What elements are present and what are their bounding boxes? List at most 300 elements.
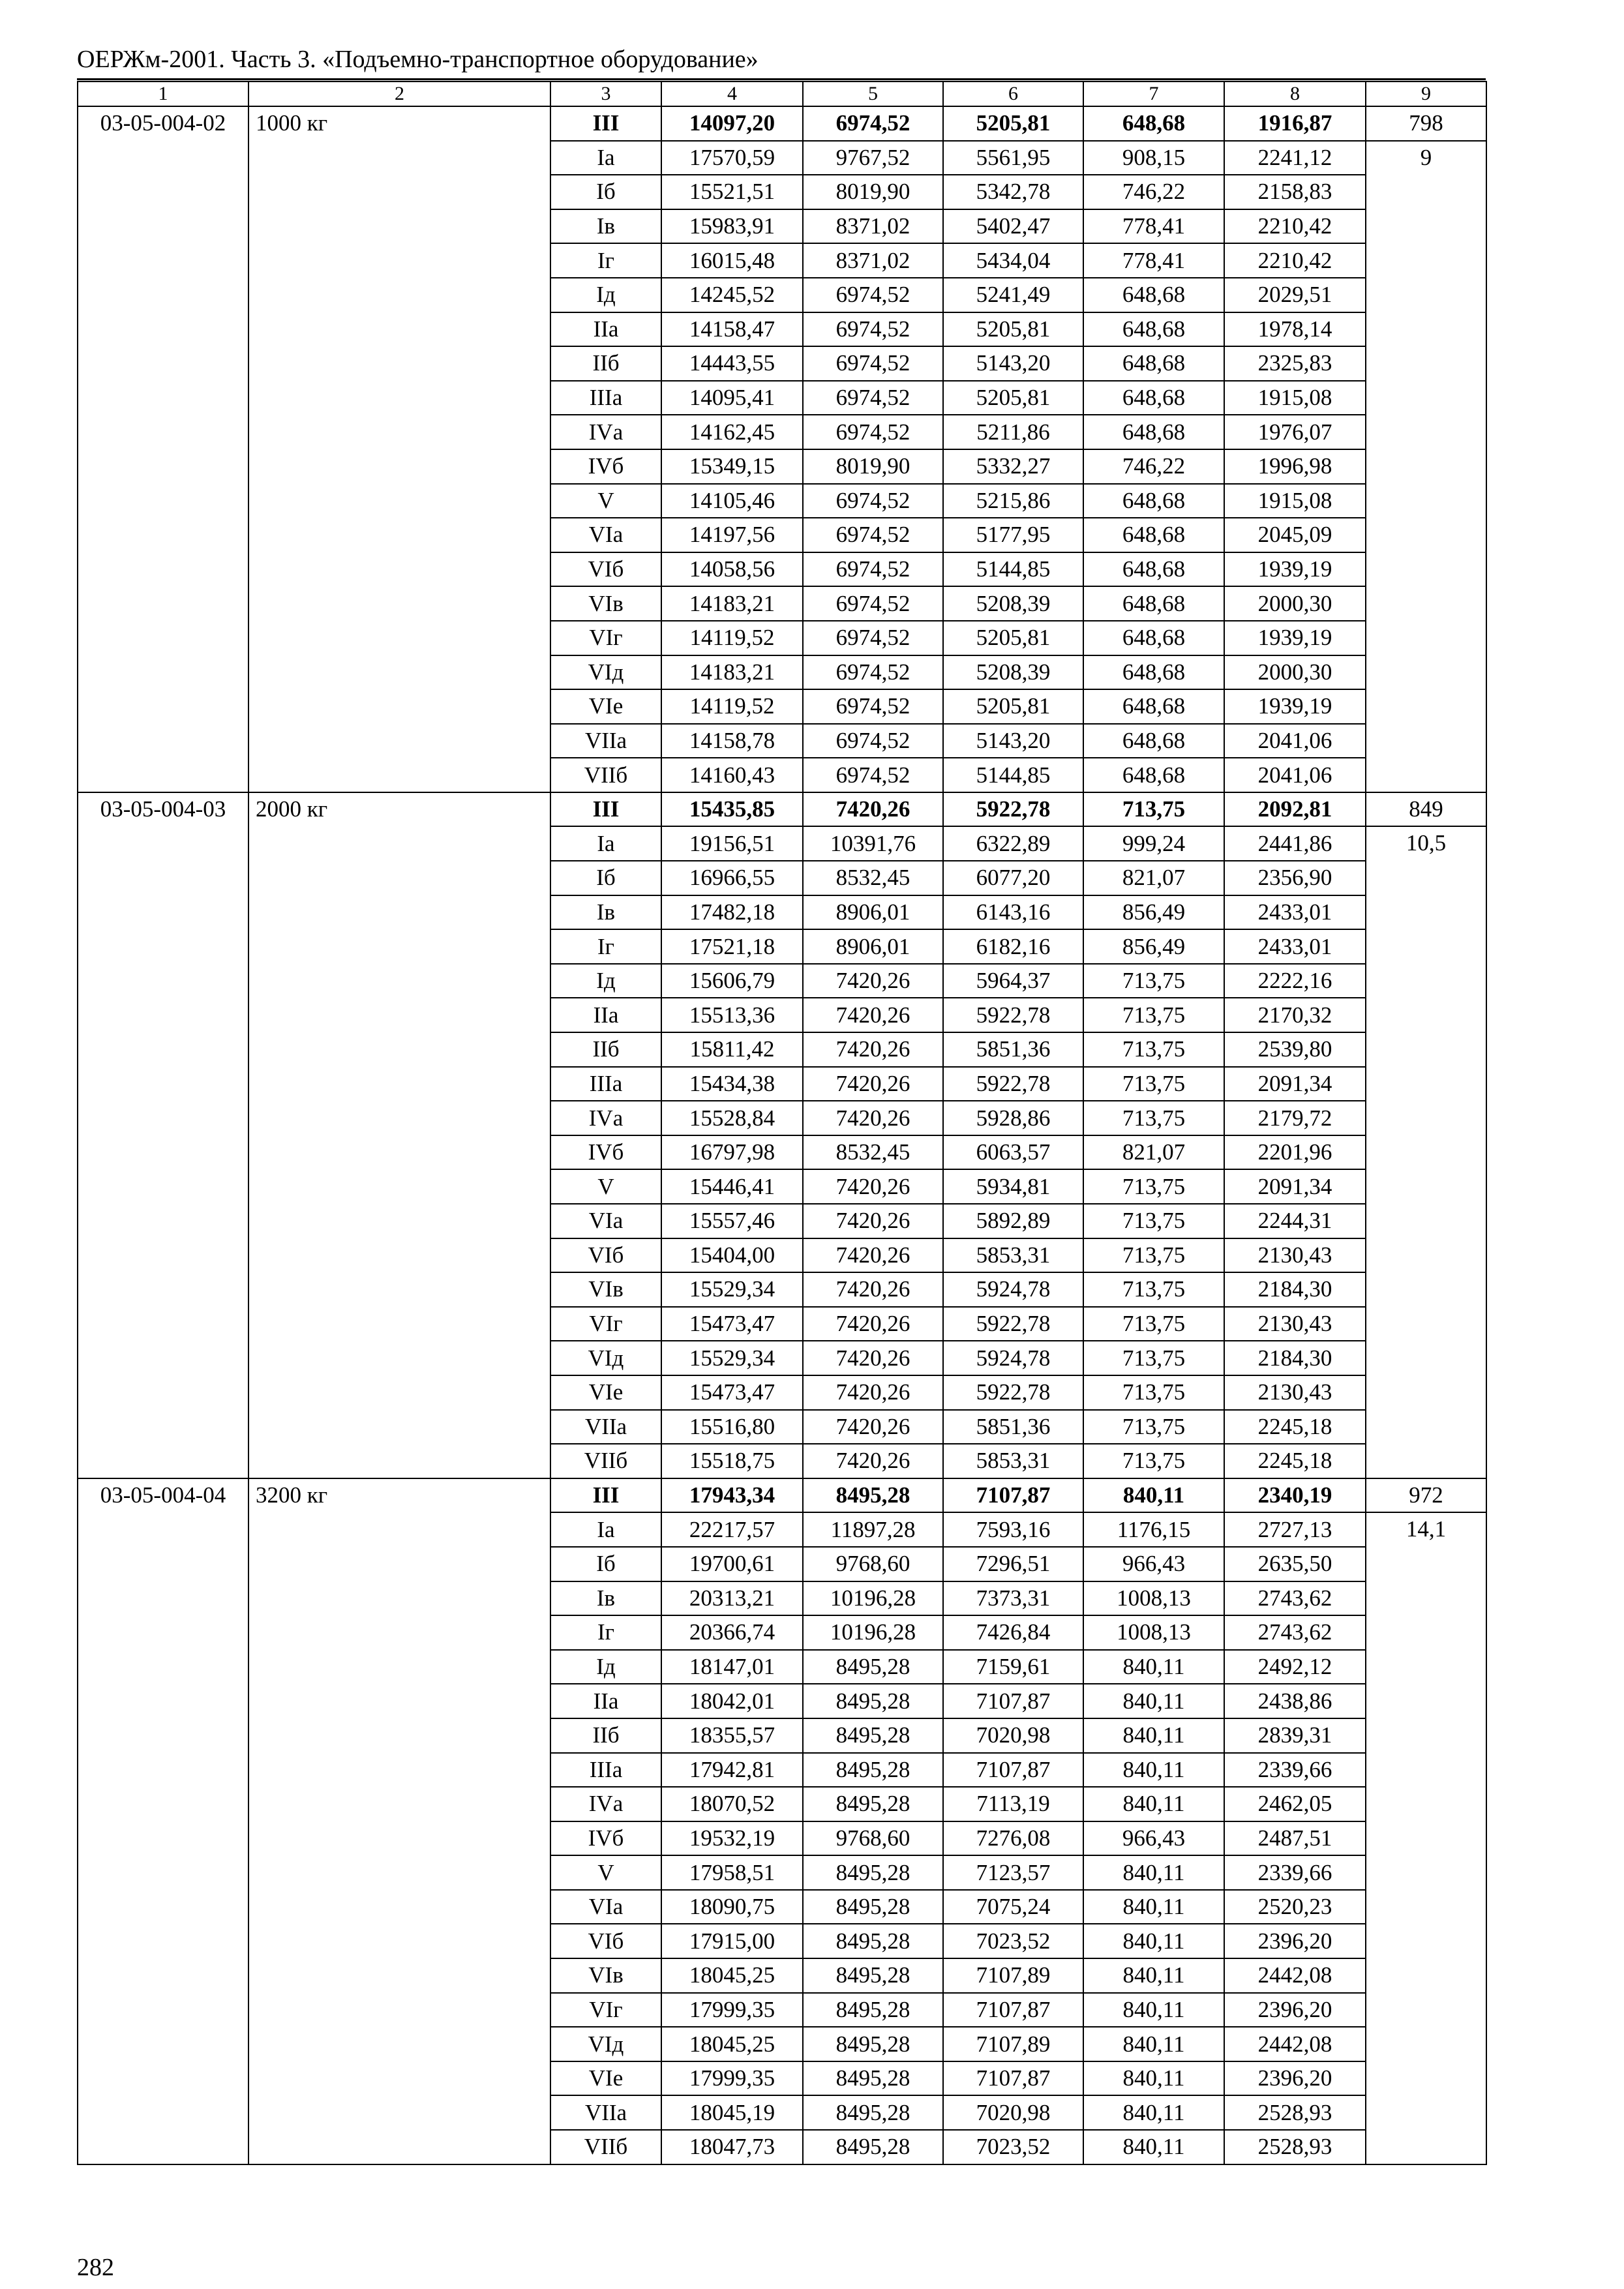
- value-cell: 18047,73: [661, 2130, 803, 2164]
- resource-code: 03-05-004-02: [78, 106, 248, 792]
- value-cell: 648,68: [1083, 484, 1224, 518]
- value-cell: 15435,85: [661, 792, 803, 827]
- value-cell: 2092,81: [1224, 792, 1366, 827]
- value-cell: 6322,89: [943, 826, 1083, 861]
- zone-cell: VIв: [550, 1272, 661, 1307]
- zone-cell: VIа: [550, 1890, 661, 1924]
- value-cell: 2727,13: [1224, 1512, 1366, 1547]
- value-cell: 648,68: [1083, 586, 1224, 621]
- value-cell: 5143,20: [943, 346, 1083, 381]
- value-cell: 22217,57: [661, 1512, 803, 1547]
- zone-cell: III: [550, 1478, 661, 1513]
- value-cell: 5434,04: [943, 243, 1083, 278]
- value-cell: 856,49: [1083, 895, 1224, 930]
- value-cell: 7107,87: [943, 2061, 1083, 2096]
- value-cell: 2743,62: [1224, 1581, 1366, 1616]
- column-number: 2: [248, 82, 550, 106]
- value-cell: 7107,87: [943, 1753, 1083, 1788]
- value-cell: 5402,47: [943, 209, 1083, 244]
- value-cell: 8495,28: [803, 1958, 943, 1993]
- table-row: [78, 792, 1486, 827]
- value-cell: 7023,52: [943, 2130, 1083, 2164]
- zone-cell: VIIб: [550, 1444, 661, 1478]
- value-cell: 7107,89: [943, 2027, 1083, 2061]
- value-cell: 6974,52: [803, 724, 943, 758]
- value-cell: 7020,98: [943, 2095, 1083, 2130]
- column-number: 6: [943, 82, 1083, 106]
- value-cell: 2184,30: [1224, 1341, 1366, 1375]
- value-cell: 11897,28: [803, 1512, 943, 1547]
- value-cell: 7420,26: [803, 1272, 943, 1307]
- value-cell: 14119,52: [661, 621, 803, 655]
- value-cell: 2396,20: [1224, 1993, 1366, 2027]
- value-cell: 5144,85: [943, 758, 1083, 792]
- value-cell: 713,75: [1083, 998, 1224, 1032]
- value-cell: 5342,78: [943, 175, 1083, 209]
- value-cell: 2528,93: [1224, 2130, 1366, 2164]
- value-cell: 821,07: [1083, 1135, 1224, 1170]
- zone-cell: Iг: [550, 1615, 661, 1650]
- value-cell: 17482,18: [661, 895, 803, 930]
- value-cell: 2179,72: [1224, 1101, 1366, 1135]
- value-cell: 17943,34: [661, 1478, 803, 1513]
- value-cell: 778,41: [1083, 209, 1224, 244]
- value-cell: 2245,18: [1224, 1410, 1366, 1444]
- value-cell: 17915,00: [661, 1924, 803, 1958]
- value-cell: 17942,81: [661, 1753, 803, 1788]
- value-cell: 5924,78: [943, 1341, 1083, 1375]
- value-cell: 7426,84: [943, 1615, 1083, 1650]
- value-cell: 840,11: [1083, 1650, 1224, 1684]
- column-number: 1: [78, 82, 248, 106]
- zone-cell: Iд: [550, 1650, 661, 1684]
- zone-cell: VIб: [550, 552, 661, 587]
- zone-cell: VIIа: [550, 2095, 661, 2130]
- value-cell: 5853,31: [943, 1238, 1083, 1273]
- value-cell: 713,75: [1083, 1238, 1224, 1273]
- zone-cell: IVа: [550, 1101, 661, 1135]
- value-cell: 18045,25: [661, 1958, 803, 1993]
- value-cell: 7420,26: [803, 964, 943, 998]
- zone-cell: Iд: [550, 278, 661, 312]
- value-cell: 713,75: [1083, 1101, 1224, 1135]
- value-cell: 1008,13: [1083, 1581, 1224, 1616]
- value-cell: 15518,75: [661, 1444, 803, 1478]
- zone-cell: VIа: [550, 518, 661, 552]
- value-cell: 5851,36: [943, 1032, 1083, 1067]
- value-cell: 5205,81: [943, 106, 1083, 141]
- value-cell: 6143,16: [943, 895, 1083, 930]
- value-cell: 840,11: [1083, 1993, 1224, 2027]
- value-cell: 7420,26: [803, 1307, 943, 1341]
- value-cell: 7020,98: [943, 1718, 1083, 1753]
- value-cell: 2029,51: [1224, 278, 1366, 312]
- value-cell: 15529,34: [661, 1272, 803, 1307]
- value-cell: 1176,15: [1083, 1512, 1224, 1547]
- value-cell: 2442,08: [1224, 1958, 1366, 1993]
- labor-cost-cell: 849: [1366, 792, 1486, 827]
- zone-cell: VIб: [550, 1924, 661, 1958]
- value-cell: 840,11: [1083, 1684, 1224, 1718]
- zone-cell: III: [550, 106, 661, 141]
- zone-cell: IIIа: [550, 381, 661, 415]
- value-cell: 840,11: [1083, 1855, 1224, 1890]
- value-cell: 17999,35: [661, 2061, 803, 2096]
- value-cell: 14183,21: [661, 655, 803, 690]
- value-cell: 8495,28: [803, 1478, 943, 1513]
- value-cell: 1978,14: [1224, 312, 1366, 347]
- value-cell: 5332,27: [943, 449, 1083, 484]
- value-cell: 648,68: [1083, 758, 1224, 792]
- value-cell: 15516,80: [661, 1410, 803, 1444]
- value-cell: 5928,86: [943, 1101, 1083, 1135]
- zone-cell: IIIа: [550, 1753, 661, 1788]
- value-cell: 1939,19: [1224, 621, 1366, 655]
- value-cell: 2210,42: [1224, 243, 1366, 278]
- value-cell: 7373,31: [943, 1581, 1083, 1616]
- value-cell: 648,68: [1083, 689, 1224, 724]
- value-cell: 2635,50: [1224, 1547, 1366, 1581]
- value-cell: 2130,43: [1224, 1238, 1366, 1273]
- value-cell: 8495,28: [803, 1993, 943, 2027]
- value-cell: 840,11: [1083, 1478, 1224, 1513]
- value-cell: 2325,83: [1224, 346, 1366, 381]
- value-cell: 7420,26: [803, 1204, 943, 1238]
- value-cell: 648,68: [1083, 621, 1224, 655]
- zone-cell: Iв: [550, 895, 661, 930]
- value-cell: 5144,85: [943, 552, 1083, 587]
- value-cell: 2130,43: [1224, 1375, 1366, 1410]
- zone-cell: IVб: [550, 449, 661, 484]
- value-cell: 8495,28: [803, 1718, 943, 1753]
- value-cell: 5561,95: [943, 141, 1083, 175]
- zone-cell: IVа: [550, 1787, 661, 1821]
- zone-cell: III: [550, 792, 661, 827]
- value-cell: 5208,39: [943, 655, 1083, 690]
- value-cell: 15513,36: [661, 998, 803, 1032]
- zone-cell: IIб: [550, 1032, 661, 1067]
- value-cell: 840,11: [1083, 1718, 1224, 1753]
- value-cell: 8906,01: [803, 929, 943, 964]
- value-cell: 14158,78: [661, 724, 803, 758]
- value-cell: 7159,61: [943, 1650, 1083, 1684]
- value-cell: 14443,55: [661, 346, 803, 381]
- resource-name: 1000 кг: [248, 106, 550, 792]
- value-cell: 15404,00: [661, 1238, 803, 1273]
- zone-cell: VIв: [550, 586, 661, 621]
- value-cell: 14197,56: [661, 518, 803, 552]
- resource-code: 03-05-004-03: [78, 792, 248, 1478]
- value-cell: 8532,45: [803, 861, 943, 895]
- page-number: 282: [77, 2254, 114, 2281]
- value-cell: 999,24: [1083, 826, 1224, 861]
- value-cell: 7420,26: [803, 1341, 943, 1375]
- zone-cell: VIе: [550, 689, 661, 724]
- value-cell: 840,11: [1083, 1924, 1224, 1958]
- value-cell: 2462,05: [1224, 1787, 1366, 1821]
- value-cell: 648,68: [1083, 552, 1224, 587]
- value-cell: 821,07: [1083, 861, 1224, 895]
- zone-cell: VIд: [550, 1341, 661, 1375]
- value-cell: 14119,52: [661, 689, 803, 724]
- value-cell: 7276,08: [943, 1821, 1083, 1856]
- value-cell: 713,75: [1083, 1410, 1224, 1444]
- value-cell: 6974,52: [803, 586, 943, 621]
- value-cell: 6974,52: [803, 415, 943, 449]
- value-cell: 648,68: [1083, 518, 1224, 552]
- value-cell: 5853,31: [943, 1444, 1083, 1478]
- zone-cell: VIе: [550, 1375, 661, 1410]
- value-cell: 6974,52: [803, 312, 943, 347]
- value-cell: 713,75: [1083, 1341, 1224, 1375]
- value-cell: 6182,16: [943, 929, 1083, 964]
- value-cell: 14097,20: [661, 106, 803, 141]
- value-cell: 5215,86: [943, 484, 1083, 518]
- value-cell: 5205,81: [943, 381, 1083, 415]
- zone-cell: IIа: [550, 1684, 661, 1718]
- value-cell: 18147,01: [661, 1650, 803, 1684]
- value-cell: 6974,52: [803, 381, 943, 415]
- value-cell: 18042,01: [661, 1684, 803, 1718]
- value-cell: 8495,28: [803, 1684, 943, 1718]
- value-cell: 7075,24: [943, 1890, 1083, 1924]
- value-cell: 2520,23: [1224, 1890, 1366, 1924]
- value-cell: 1915,08: [1224, 381, 1366, 415]
- value-cell: 15434,38: [661, 1067, 803, 1101]
- value-cell: 7107,89: [943, 1958, 1083, 1993]
- value-cell: 16015,48: [661, 243, 803, 278]
- value-cell: 713,75: [1083, 1444, 1224, 1478]
- value-cell: 17570,59: [661, 141, 803, 175]
- value-cell: 15473,47: [661, 1375, 803, 1410]
- value-cell: 840,11: [1083, 2061, 1224, 2096]
- zone-cell: VIIб: [550, 758, 661, 792]
- zone-cell: IVб: [550, 1135, 661, 1170]
- value-cell: 746,22: [1083, 175, 1224, 209]
- zone-cell: Iб: [550, 861, 661, 895]
- value-cell: 20366,74: [661, 1615, 803, 1650]
- value-cell: 5922,78: [943, 998, 1083, 1032]
- resource-name: 2000 кг: [248, 792, 550, 1478]
- value-cell: 8495,28: [803, 1855, 943, 1890]
- value-cell: 14058,56: [661, 552, 803, 587]
- value-cell: 7113,19: [943, 1787, 1083, 1821]
- price-table: [77, 81, 1487, 2165]
- value-cell: 8495,28: [803, 1787, 943, 1821]
- value-cell: 2396,20: [1224, 2061, 1366, 2096]
- value-cell: 7107,87: [943, 1684, 1083, 1718]
- zone-cell: IVб: [550, 1821, 661, 1856]
- value-cell: 15446,41: [661, 1169, 803, 1204]
- zone-cell: IIIа: [550, 1067, 661, 1101]
- value-cell: 2433,01: [1224, 895, 1366, 930]
- value-cell: 7420,26: [803, 1238, 943, 1273]
- value-cell: 5851,36: [943, 1410, 1083, 1444]
- zone-cell: IIа: [550, 312, 661, 347]
- value-cell: 15983,91: [661, 209, 803, 244]
- zone-cell: Iа: [550, 141, 661, 175]
- value-cell: 648,68: [1083, 312, 1224, 347]
- zone-cell: Iв: [550, 209, 661, 244]
- value-cell: 2339,66: [1224, 1753, 1366, 1788]
- zone-cell: Iд: [550, 964, 661, 998]
- zone-cell: VIг: [550, 621, 661, 655]
- value-cell: 2000,30: [1224, 655, 1366, 690]
- resource-name: 3200 кг: [248, 1478, 550, 2164]
- value-cell: 1996,98: [1224, 449, 1366, 484]
- value-cell: 648,68: [1083, 346, 1224, 381]
- value-cell: 6974,52: [803, 484, 943, 518]
- column-number: 7: [1083, 82, 1224, 106]
- page-header: ОЕРЖм-2001. Часть 3. «Подъемно-транспортное оборудование»: [77, 40, 1486, 80]
- value-cell: 8495,28: [803, 1924, 943, 1958]
- resource-code: 03-05-004-04: [78, 1478, 248, 2164]
- value-cell: 713,75: [1083, 1272, 1224, 1307]
- value-cell: 648,68: [1083, 415, 1224, 449]
- value-cell: 10196,28: [803, 1615, 943, 1650]
- value-cell: 2045,09: [1224, 518, 1366, 552]
- value-cell: 7420,26: [803, 998, 943, 1032]
- value-cell: 713,75: [1083, 1375, 1224, 1410]
- column-number: 3: [550, 82, 661, 106]
- zone-cell: IIб: [550, 1718, 661, 1753]
- value-cell: 15557,46: [661, 1204, 803, 1238]
- value-cell: 2222,16: [1224, 964, 1366, 998]
- value-cell: 18090,75: [661, 1890, 803, 1924]
- value-cell: 6974,52: [803, 758, 943, 792]
- value-cell: 8019,90: [803, 175, 943, 209]
- value-cell: 2130,43: [1224, 1307, 1366, 1341]
- value-cell: 840,11: [1083, 1958, 1224, 1993]
- value-cell: 2743,62: [1224, 1615, 1366, 1650]
- value-cell: 8371,02: [803, 209, 943, 244]
- value-cell: 17958,51: [661, 1855, 803, 1890]
- value-cell: 14158,47: [661, 312, 803, 347]
- zone-cell: IVа: [550, 415, 661, 449]
- value-cell: 2839,31: [1224, 1718, 1366, 1753]
- labor-hours-cell: 14,1: [1366, 1512, 1486, 2164]
- value-cell: 2241,12: [1224, 141, 1366, 175]
- value-cell: 18045,25: [661, 2027, 803, 2061]
- value-cell: 778,41: [1083, 243, 1224, 278]
- value-cell: 6974,52: [803, 655, 943, 690]
- value-cell: 648,68: [1083, 278, 1224, 312]
- value-cell: 856,49: [1083, 929, 1224, 964]
- value-cell: 1915,08: [1224, 484, 1366, 518]
- value-cell: 6974,52: [803, 621, 943, 655]
- value-cell: 8371,02: [803, 243, 943, 278]
- zone-cell: VIIа: [550, 724, 661, 758]
- zone-cell: IIа: [550, 998, 661, 1032]
- value-cell: 7107,87: [943, 1993, 1083, 2027]
- value-cell: 713,75: [1083, 1307, 1224, 1341]
- value-cell: 15473,47: [661, 1307, 803, 1341]
- column-number-row: [78, 82, 1486, 106]
- value-cell: 8532,45: [803, 1135, 943, 1170]
- value-cell: 5205,81: [943, 621, 1083, 655]
- value-cell: 2041,06: [1224, 724, 1366, 758]
- value-cell: 5922,78: [943, 1067, 1083, 1101]
- value-cell: 713,75: [1083, 1169, 1224, 1204]
- zone-cell: VIг: [550, 1993, 661, 2027]
- value-cell: 1939,19: [1224, 552, 1366, 587]
- value-cell: 648,68: [1083, 655, 1224, 690]
- value-cell: 966,43: [1083, 1547, 1224, 1581]
- value-cell: 15528,84: [661, 1101, 803, 1135]
- value-cell: 5892,89: [943, 1204, 1083, 1238]
- column-number: 8: [1224, 82, 1366, 106]
- value-cell: 1916,87: [1224, 106, 1366, 141]
- value-cell: 7420,26: [803, 1375, 943, 1410]
- value-cell: 8495,28: [803, 1753, 943, 1788]
- value-cell: 14160,43: [661, 758, 803, 792]
- value-cell: 648,68: [1083, 724, 1224, 758]
- value-cell: 2201,96: [1224, 1135, 1366, 1170]
- value-cell: 14245,52: [661, 278, 803, 312]
- zone-cell: VIб: [550, 1238, 661, 1273]
- value-cell: 2158,83: [1224, 175, 1366, 209]
- value-cell: 15349,15: [661, 449, 803, 484]
- labor-cost-cell: 798: [1366, 106, 1486, 141]
- value-cell: 6974,52: [803, 346, 943, 381]
- value-cell: 16797,98: [661, 1135, 803, 1170]
- value-cell: 8906,01: [803, 895, 943, 930]
- zone-cell: Iа: [550, 826, 661, 861]
- zone-cell: VIIа: [550, 1410, 661, 1444]
- value-cell: 713,75: [1083, 1032, 1224, 1067]
- table-row: [78, 1478, 1486, 1513]
- value-cell: 14162,45: [661, 415, 803, 449]
- value-cell: 2091,34: [1224, 1067, 1366, 1101]
- zone-cell: V: [550, 1855, 661, 1890]
- value-cell: 7420,26: [803, 1410, 943, 1444]
- value-cell: 6974,52: [803, 552, 943, 587]
- value-cell: 5924,78: [943, 1272, 1083, 1307]
- value-cell: 1008,13: [1083, 1615, 1224, 1650]
- value-cell: 8019,90: [803, 449, 943, 484]
- value-cell: 15529,34: [661, 1341, 803, 1375]
- value-cell: 7023,52: [943, 1924, 1083, 1958]
- zone-cell: Iв: [550, 1581, 661, 1616]
- zone-cell: VIа: [550, 1204, 661, 1238]
- zone-cell: Iг: [550, 929, 661, 964]
- value-cell: 15606,79: [661, 964, 803, 998]
- value-cell: 7593,16: [943, 1512, 1083, 1547]
- value-cell: 713,75: [1083, 1204, 1224, 1238]
- value-cell: 2356,90: [1224, 861, 1366, 895]
- value-cell: 17999,35: [661, 1993, 803, 2027]
- zone-cell: Iа: [550, 1512, 661, 1547]
- value-cell: 5205,81: [943, 689, 1083, 724]
- value-cell: 746,22: [1083, 449, 1224, 484]
- value-cell: 5934,81: [943, 1169, 1083, 1204]
- value-cell: 8495,28: [803, 1890, 943, 1924]
- value-cell: 5964,37: [943, 964, 1083, 998]
- value-cell: 8495,28: [803, 2095, 943, 2130]
- value-cell: 19156,51: [661, 826, 803, 861]
- value-cell: 5205,81: [943, 312, 1083, 347]
- value-cell: 6974,52: [803, 518, 943, 552]
- value-cell: 5241,49: [943, 278, 1083, 312]
- zone-cell: VIд: [550, 655, 661, 690]
- value-cell: 2210,42: [1224, 209, 1366, 244]
- value-cell: 2438,86: [1224, 1684, 1366, 1718]
- value-cell: 8495,28: [803, 2027, 943, 2061]
- zone-cell: V: [550, 1169, 661, 1204]
- value-cell: 16966,55: [661, 861, 803, 895]
- value-cell: 10391,76: [803, 826, 943, 861]
- value-cell: 1939,19: [1224, 689, 1366, 724]
